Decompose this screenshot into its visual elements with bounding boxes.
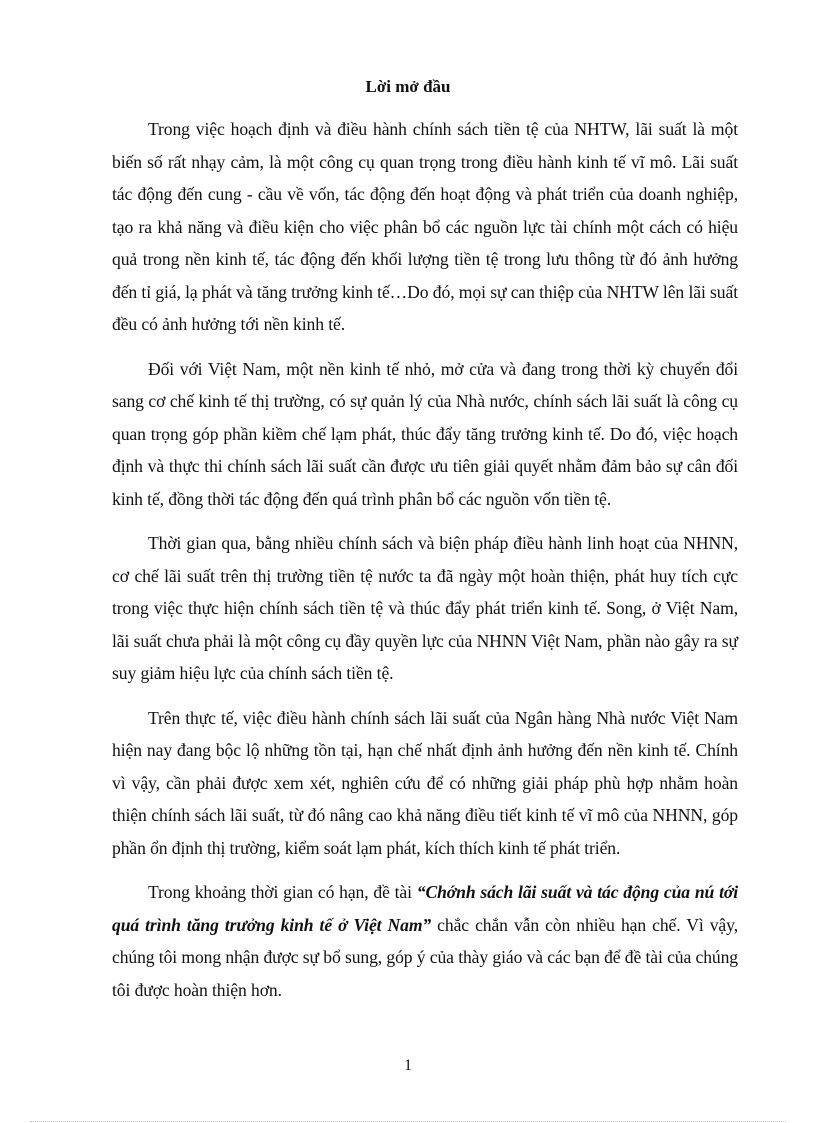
- footer-divider: [30, 1121, 786, 1122]
- topic-title: “Chớnh sách lãi suất và tác động của nú tới quá trình tăng trưởng kinh tế ở Việt Nam”: [112, 882, 738, 935]
- paragraph-1: Trong việc hoạch định và điều hành chính sách tiền tệ của NHTW, lãi suất là một biến số rất nhạy cảm, là một công cụ quan trọng trong điều hành kinh tế vĩ mô. Lãi suất tác động đến cung - cầu về vốn, tác động đến hoạt động và phát triển của doanh nghiệp, tạo ra khả năng và điều kiện cho việc phân bổ các nguồn lực tài chính một cách có hiệu quả trong nền kinh tế, tác động đến khối lượng tiền tệ trong lưu thông từ đó ảnh hưởng đến tỉ giá, lạ phát và tăng trưởng kinh tế…Do đó, mọi sự can thiệp của NHTW lên lãi suất đều có ảnh hưởng tới nền kinh tế.: [112, 119, 738, 334]
- paragraph-3: Thời gian qua, bằng nhiều chính sách và biện pháp điều hành linh hoạt của NHNN, cơ chế lãi suất trên thị trường tiền tệ nước ta đã ngày một hoàn thiện, phát huy tích cực trong việc thực hiện chính sách tiền tệ và thúc đẩy phát triển kinh tế. Song, ở Việt Nam, lãi suất chưa phải là một công cụ đầy quyền lực của NHNN Việt Nam, phần nào gây ra sự suy giảm hiệu lực của chính sách tiền tệ.: [112, 533, 738, 683]
- paragraph-2: Đối với Việt Nam, một nền kinh tế nhỏ, mở cửa và đang trong thời kỳ chuyển đổi sang cơ chế kinh tế thị trường, có sự quản lý của Nhà nước, chính sách lãi suất là công cụ quan trọng góp phần kiềm chế lạm phát, thúc đẩy tăng trưởng kinh tế. Do đó, việc hoạch định và thực thi chính sách lãi suất cần được ưu tiên giải quyết nhằm đảm bảo sự cân đối kinh tế, đồng thời tác động đến quá trình phân bổ các nguồn vốn tiền tệ.: [112, 358, 738, 509]
- paragraph-4: Trên thực tế, việc điều hành chính sách lãi suất của Ngân hàng Nhà nước Việt Nam hiện nay đang bộc lộ những tồn tại, hạn chế nhất định ảnh hưởng đến nền kinh tế. Chính vì vậy, cần phải được xem xét, nghiên cứu để có những giải pháp phù hợp nhằm hoàn thiện chính sách lãi suất, từ đó nâng cao khả năng điều tiết kinh tế vĩ mô của NHNN, góp phần ổn định thị trường, kiểm soát lạm phát, kích thích kinh tế phát triển.: [112, 707, 738, 858]
- paragraph-5: [112, 876, 738, 1006]
- closing-remainder-text: chắc chắn vẫn còn nhiều hạn chế. Vì vậy, chúng tôi mong nhận được sự bổ sung, góp ý của thày giáo và các bạn để đề tài của chúng tôi được hoàn thiện hơn.: [112, 914, 738, 1000]
- document-body: [112, 113, 738, 1006]
- document-title: Lời mở đầu: [365, 77, 451, 96]
- closing-intro-text: Trong khoảng thời gian có hạn, đề tài: [148, 882, 417, 902]
- page-number: 1: [404, 1057, 412, 1074]
